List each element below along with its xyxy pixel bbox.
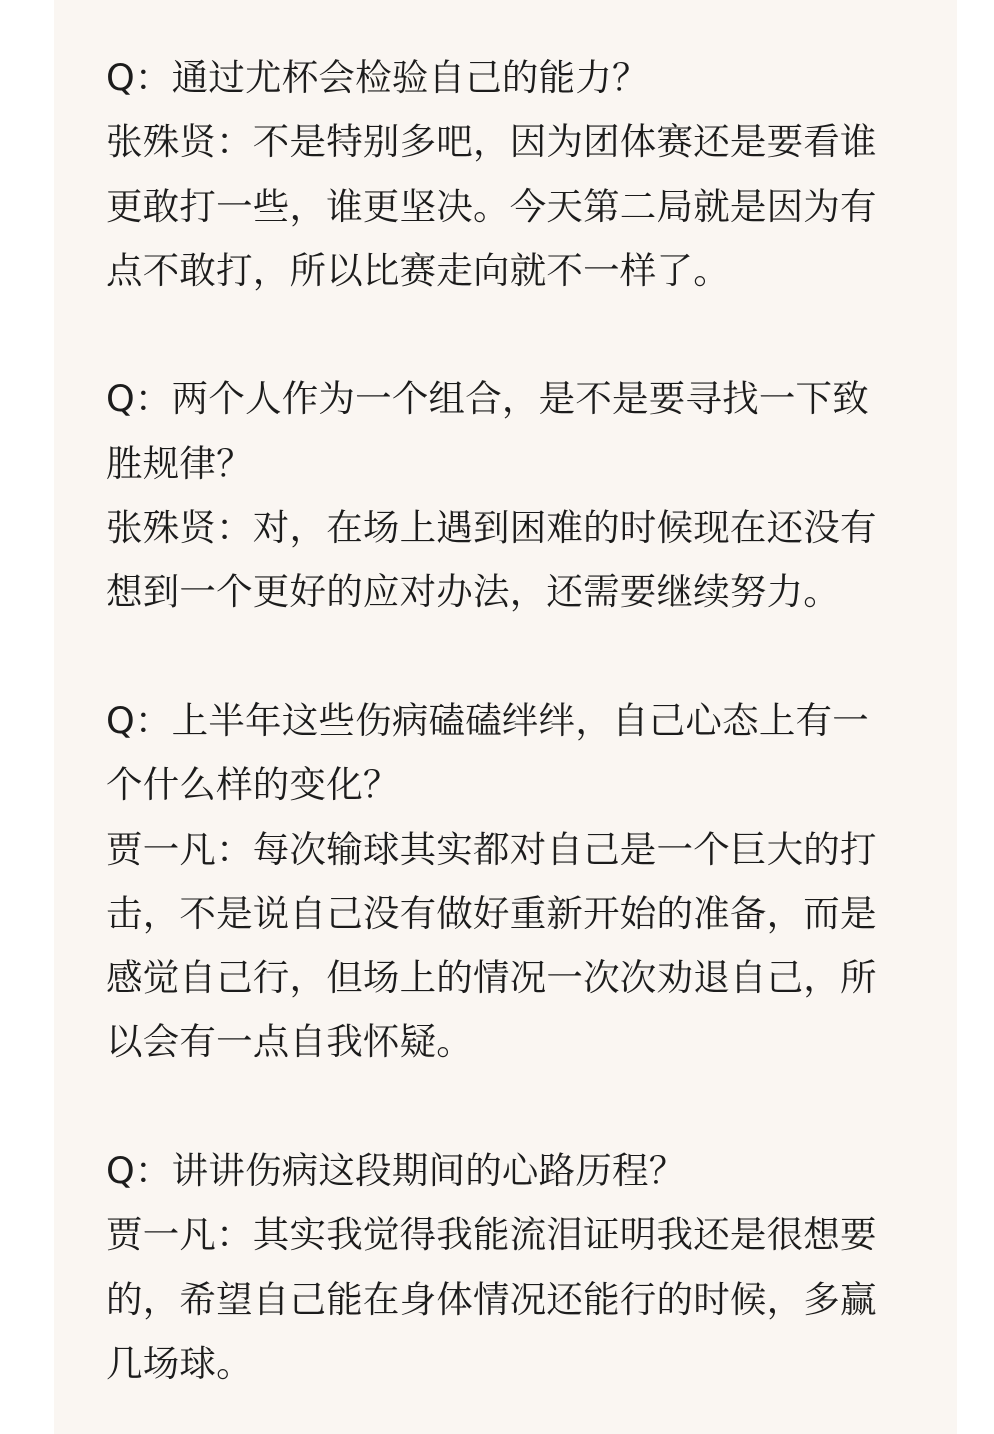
question-2: Q：两个人作为一个组合，是不是要寻找一下致 胜规律？ xyxy=(106,377,869,485)
question-3: Q：上半年这些伤病磕磕绊绊，自己心态上有一 个什么样的变化？ xyxy=(106,698,869,807)
qa-block-4 xyxy=(106,1139,906,1396)
answer-1: 张殊贤：不是特别多吧，因为团体赛还是要看谁 更敢打一些，谁更坚决。今天第二局就是因为有 点不敢打，所以比赛走向就不一样了。 xyxy=(106,120,877,292)
qa-block-1 xyxy=(106,46,906,303)
qa-block-2 xyxy=(106,367,906,624)
interview-content xyxy=(106,46,906,1396)
question-4: Q：讲讲伤病这段期间的心路历程？ xyxy=(106,1149,686,1193)
answer-2: 张殊贤：对，在场上遇到困难的时候现在还没有 想到一个更好的应对办法，还需要继续努力。 xyxy=(106,506,877,614)
answer-3: 贾一凡：每次输球其实都对自己是一个巨大的打 击，不是说自己没有做好重新开始的准备，而是 感觉自己行，但场上的情况一次次劝退自己，所 以会有一点自我怀疑。 xyxy=(106,827,877,1064)
question-1: Q：通过尤杯会检验自己的能力？ xyxy=(106,56,649,99)
qa-block-3 xyxy=(106,689,906,1075)
answer-4: 贾一凡：其实我觉得我能流泪证明我还是很想要 的，希望自己能在身体情况还能行的时候，多赢 几场球。 xyxy=(106,1213,877,1385)
